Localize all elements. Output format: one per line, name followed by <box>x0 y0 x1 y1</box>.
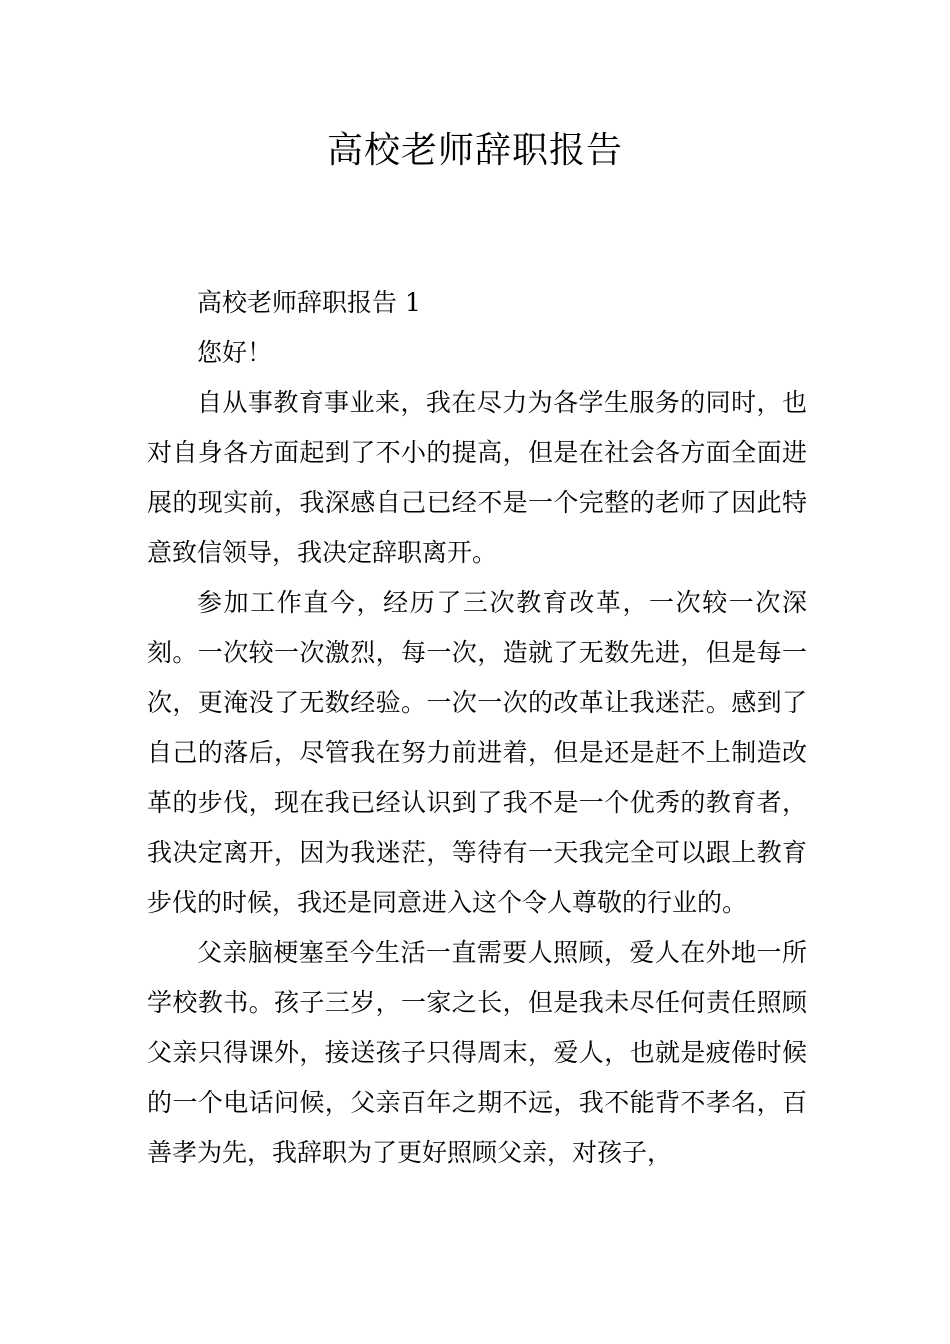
section-heading: 高校老师辞职报告 1 <box>197 288 421 317</box>
document-title: 高校老师辞职报告 <box>326 130 623 171</box>
document-body <box>147 278 807 1178</box>
body-paragraph-2: 参加工作直今，经历了三次教育改革，一次较一次深刻。一次较一次激烈，每一次，造就了无数先进，但是每一次，更淹没了无数经验。一次一次的改革让我迷茫。感到了自己的落后，尽管我在努力前进着，但是还是赶不上制造改革的步伐，现在我已经认识到了我不是一个优秀的教育者，我决定离开，因为我迷茫，等待有一天我完全可以跟上教育步伐的时候，我还是同意进入这个令人尊敬的行业的。 <box>147 588 807 917</box>
body-paragraph-1: 自从事教育事业来，我在尽力为各学生服务的同时，也对自身各方面起到了不小的提高，但是在社会各方面全面进展的现实前，我深感自己已经不是一个完整的老师了因此特意致信领导，我决定辞职离开。 <box>147 388 807 567</box>
salutation: 您好！ <box>197 338 273 367</box>
body-paragraph-3: 父亲脑梗塞至今生活一直需要人照顾，爱人在外地一所学校教书。孩子三岁，一家之长，但是我未尽任何责任照顾父亲只得课外，接送孩子只得周末，爱人，也就是疲倦时候的一个电话问候，父亲百年之期不远，我不能背不孝名，百善孝为先，我辞职为了更好照顾父亲，对孩子， <box>147 938 807 1167</box>
